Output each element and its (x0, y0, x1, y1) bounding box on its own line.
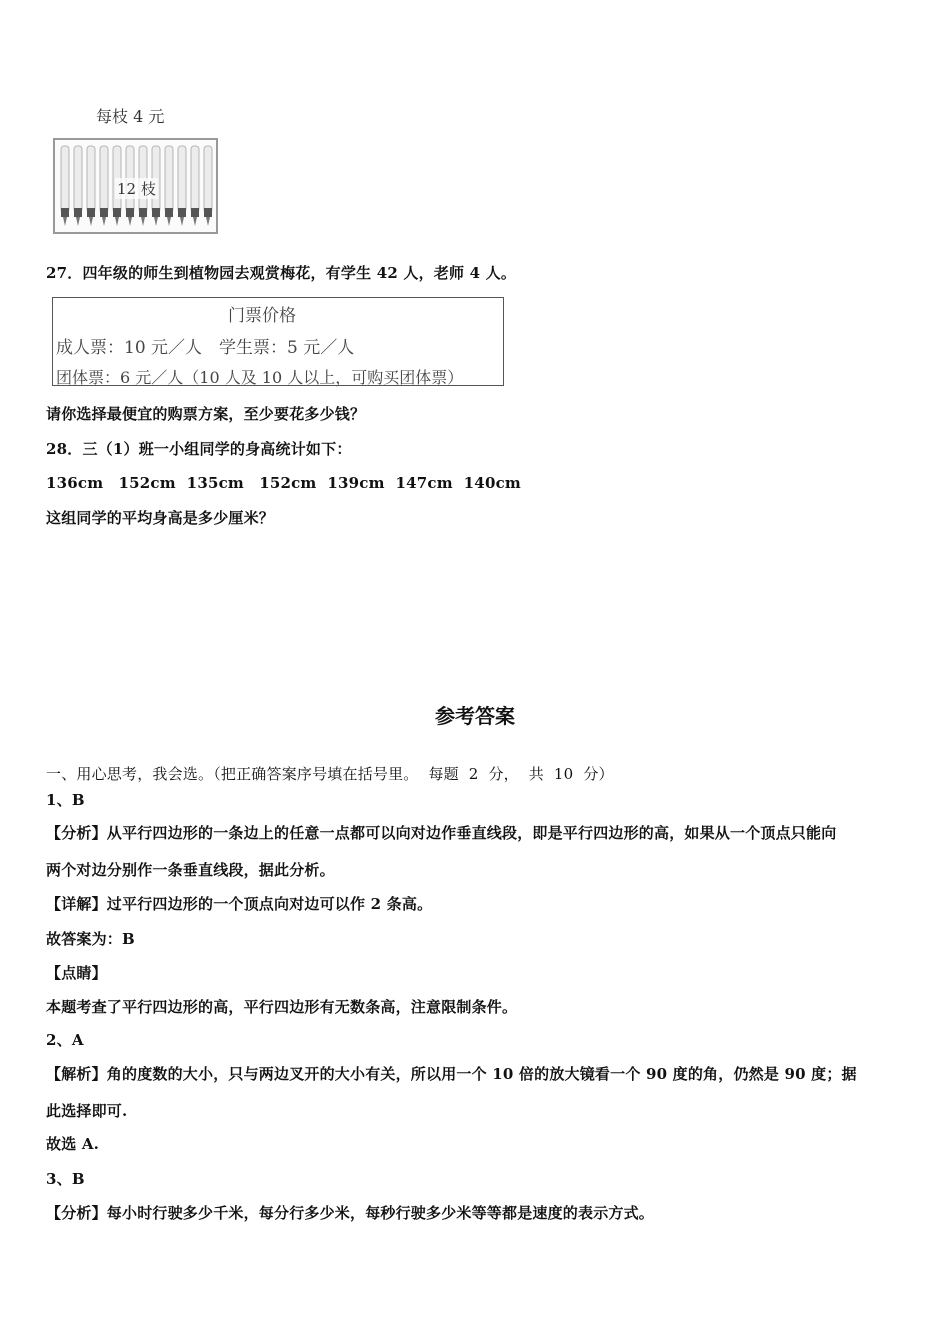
question-28-ask: 这组同学的平均身高是多少厘米？ (46, 509, 275, 527)
answer-1-analysis-line1: 【分析】从平行四边形的一条边上的任意一点都可以向对边作垂直线段，即是平行四边形的高，如果从一个顶点只能向 (46, 824, 837, 842)
answer-1-comment-heading: 【点睛】 (46, 964, 107, 982)
ticket-price-table (52, 297, 504, 386)
answer-3-analysis: 【分析】每小时行驶多少千米，每分行多少米，每秒行驶多少米等等都是速度的表示方式。 (46, 1204, 655, 1222)
pen-price-caption: 每枝 4 元 (96, 107, 165, 126)
answer-1-number: 1、B (46, 791, 85, 809)
pen-count-label: 12 枝 (117, 180, 156, 198)
pen-box-figure (53, 138, 218, 234)
answer-1-conclusion: 故答案为：B (46, 930, 135, 948)
answer-3-number: 3、B (46, 1170, 85, 1188)
answers-title: 参考答案 (435, 704, 515, 728)
question-28: 28．三（1）班一小组同学的身高统计如下： (46, 440, 352, 458)
ticket-row-1: 成人票：10 元／人 学生票：5 元／人 (56, 338, 355, 358)
answer-2-conclusion: 故选 A. (46, 1135, 100, 1153)
answer-2-analysis-line2: 此选择即可. (46, 1102, 128, 1120)
answers-section-1: 一、用心思考，我会选。（把正确答案序号填在括号里。 每题 2 分， 共 10 分） (46, 765, 614, 783)
ticket-row-2: 团体票：6 元／人（10 人及 10 人以上，可购买团体票） (56, 368, 464, 387)
answer-2-analysis-line1: 【解析】角的度数的大小，只与两边叉开的大小有关，所以用一个 10 倍的放大镜看一个 90 度的角，仍然是 90 度；据 (46, 1065, 857, 1083)
question-27: 27．四年级的师生到植物园去观赏梅花，有学生 42 人，老师 4 人。 (46, 264, 517, 282)
question-27-ask: 请你选择最便宜的购票方案，至少要花多少钱？ (46, 405, 366, 423)
answer-1-detail: 【详解】过平行四边形的一个顶点向对边可以作 2 条高。 (46, 895, 433, 913)
answer-1-analysis-line2: 两个对边分别作一条垂直线段，据此分析。 (46, 861, 335, 879)
answer-1-comment: 本题考查了平行四边形的高，平行四边形有无数条高，注意限制条件。 (46, 998, 518, 1016)
ticket-table-title: 门票价格 (228, 306, 296, 326)
answer-2-number: 2、A (46, 1031, 84, 1049)
question-28-heights: 136cm 152cm 135cm 152cm 139cm 147cm 140cm (46, 474, 521, 492)
